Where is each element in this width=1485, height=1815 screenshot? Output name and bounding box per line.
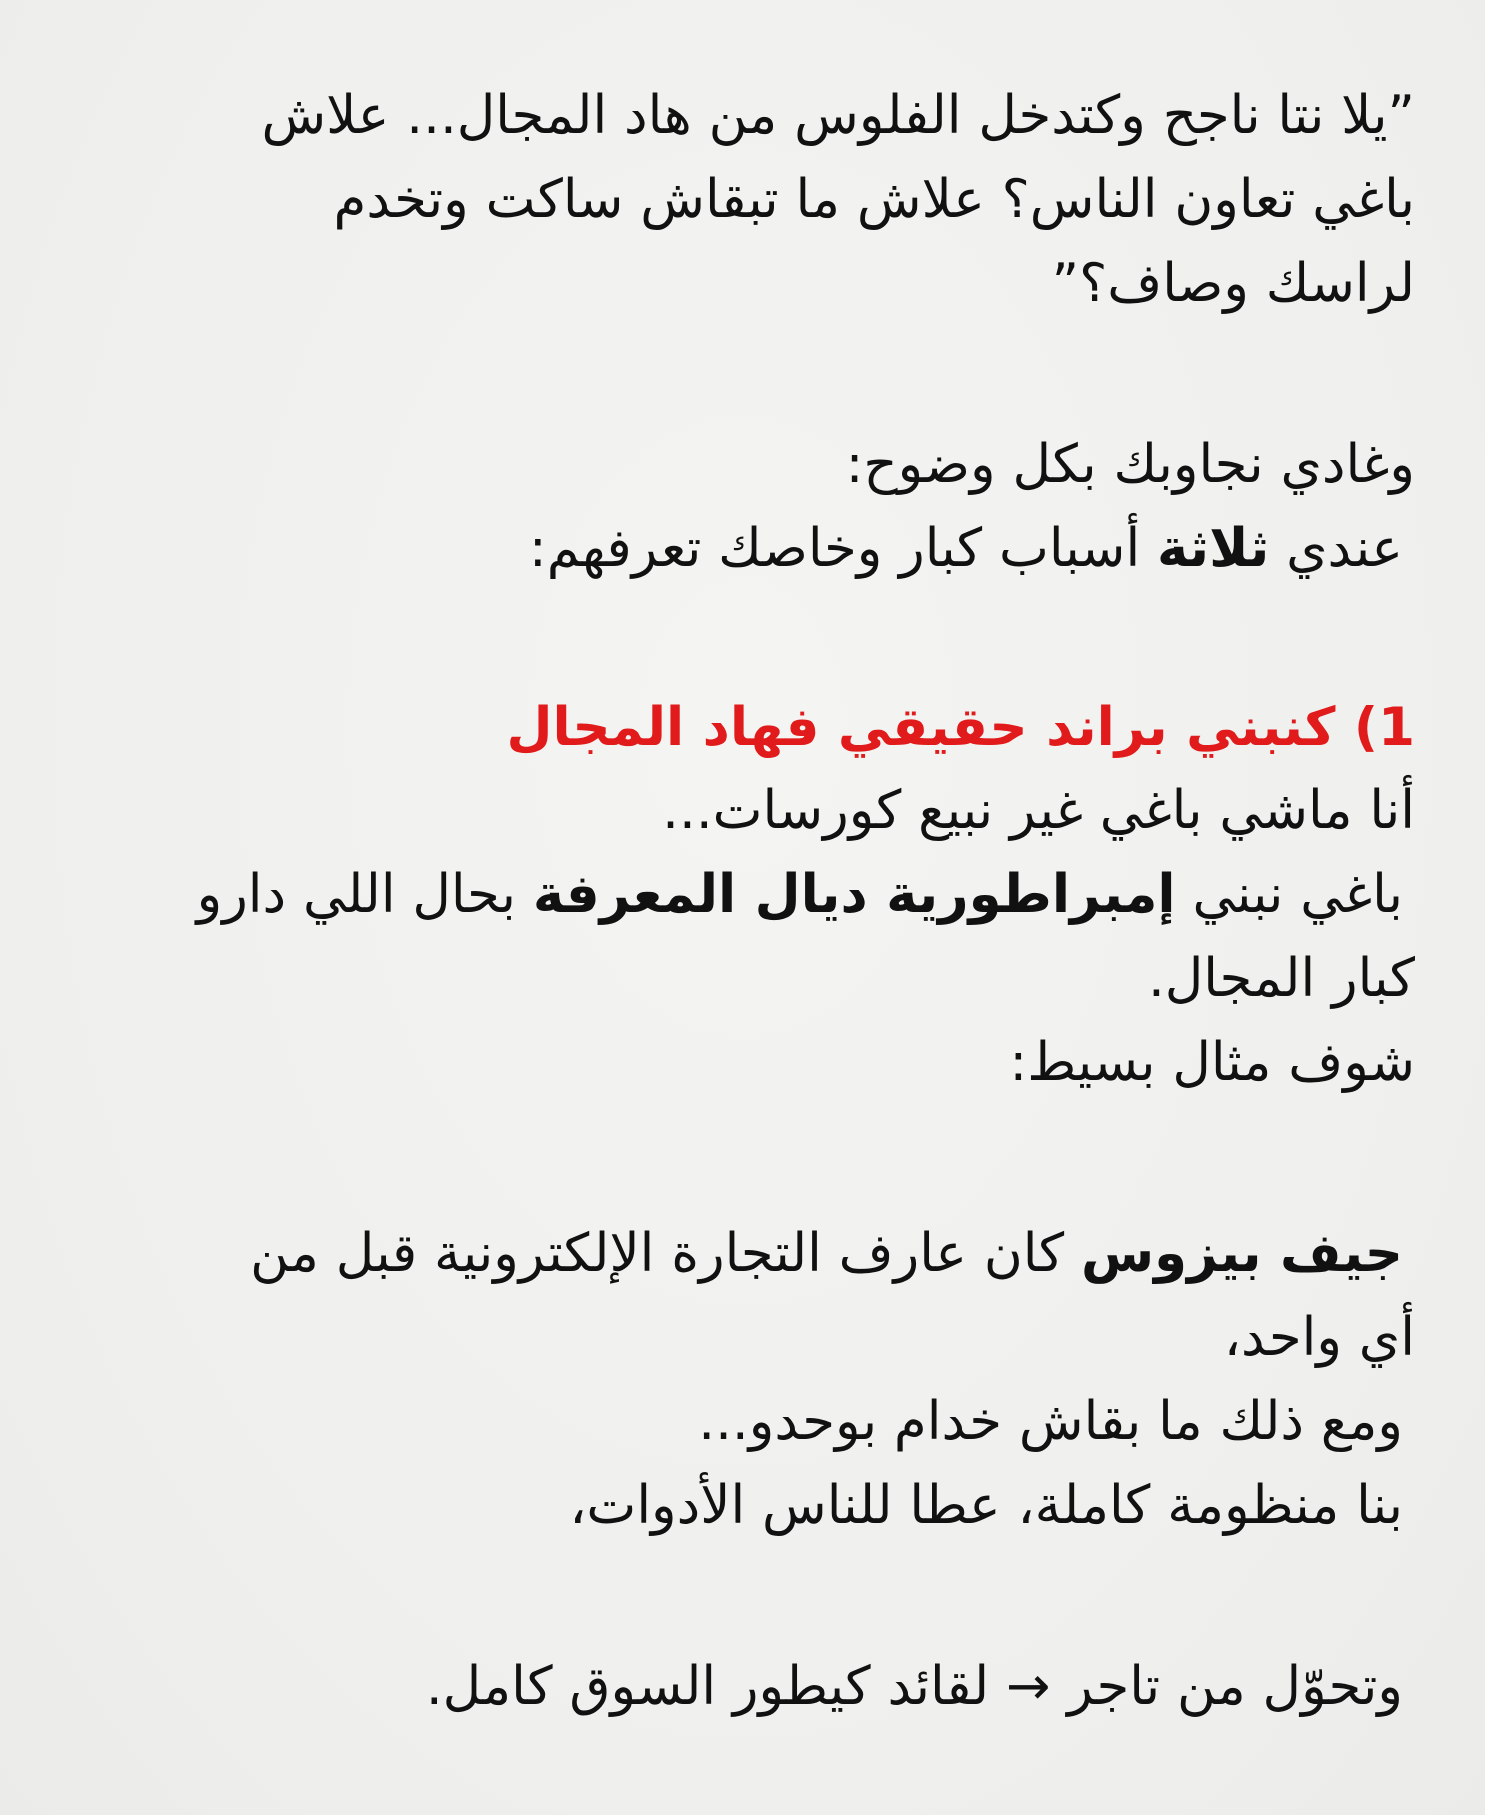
example-line-4: بنا منظومة كاملة، عطا للناس الأدوات، [569,1475,1403,1536]
intro-line-2 [529,514,1403,584]
quote-line-2: باغي تعاون الناس؟ علاش ما تبقاش ساكت وتخدم [333,169,1415,230]
example-emphasis: جيف بيزوس [1081,1223,1403,1284]
example-line-5: وتحوّل من تاجر → لقائد كيطور السوق كامل. [425,1656,1403,1717]
example-line-3: ومع ذلك ما بقاش خدام بوحدو... [698,1391,1403,1452]
quote-line-3: لراسك وصاف؟” [1051,253,1415,314]
section-line-4: شوف مثال بسيط: [1009,1032,1415,1093]
intro-line-1: وغادي نجاوبك بكل وضوح: [845,434,1415,495]
section-emphasis: إمبراطورية ديال المعرفة [532,864,1176,925]
quote-line-1: ”يلا نتا ناجح وكتدخل الفلوس من هاد المجال... علاش [261,85,1415,146]
intro-text-before: عندي [1286,518,1403,579]
section-line-1: أنا ماشي باغي غير نبيع كورسات... [662,780,1415,841]
section-text-after: بحال اللي دارو [196,864,517,925]
section-line-3: كبار المجال. [1147,948,1415,1009]
section-line-2 [197,860,1403,930]
example-line-1 [250,1219,1403,1289]
example-line-2: أي واحد، [1223,1307,1415,1368]
section-heading: 1) كنبني براند حقيقي فهاد المجال [506,697,1415,758]
intro-text-after: أسباب كبار وخاصك تعرفهم: [528,518,1141,579]
section-text-before: باغي نبني [1192,864,1403,925]
intro-emphasis: ثلاثة [1157,518,1270,579]
example-text-after: كان عارف التجارة الإلكترونية قبل من [250,1223,1065,1284]
